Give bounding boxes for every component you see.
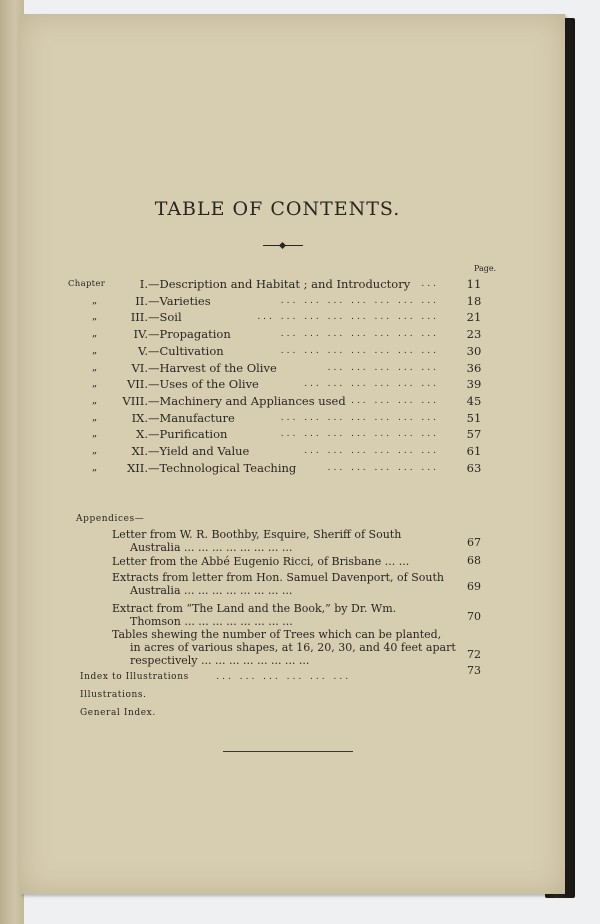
- chapter-page-number: 39: [466, 377, 482, 392]
- book-page: [20, 14, 565, 894]
- ditto-mark: „: [92, 394, 98, 406]
- chapter-row: [20, 393, 565, 409]
- ditto-mark: „: [92, 428, 98, 440]
- chapter-number: X.: [136, 427, 148, 442]
- chapter-title: —Manufacture: [148, 410, 235, 425]
- chapter-page-number: 57: [466, 427, 482, 442]
- chapter-number: VIII.: [122, 393, 148, 408]
- ditto-mark: „: [92, 311, 98, 323]
- dot-leader: ... ... ... ... ... ... ...: [280, 295, 439, 306]
- dot-leader: ... ... ... ...: [351, 395, 439, 406]
- appendix-line: Thomson ... ... ... ... ... ... ... ...: [130, 615, 293, 628]
- page-title: TABLE OF CONTENTS.: [154, 198, 401, 220]
- ditto-mark: „: [92, 378, 98, 390]
- chapter-page-number: 61: [466, 444, 482, 458]
- chapter-number: I.: [139, 277, 148, 291]
- ditto-mark: „: [92, 361, 98, 373]
- chapter-label: Chapter: [68, 279, 106, 289]
- appendices-heading: Appendices—: [76, 514, 145, 524]
- page-column-header: Page.: [474, 264, 497, 273]
- chapter-row: [20, 360, 565, 376]
- chapter-number: IX.: [131, 410, 148, 425]
- chapter-row: [20, 410, 565, 426]
- illustrations-entry: Illustrations.: [80, 690, 147, 700]
- chapter-title: —Harvest of the Olive: [148, 360, 277, 375]
- title-ornament: [263, 243, 303, 248]
- appendix-line: Letter from W. R. Boothby, Esquire, Sheriff of South: [112, 528, 402, 541]
- closing-rule: [223, 751, 353, 752]
- appendix-page-number: 68: [467, 554, 481, 567]
- chapter-title: —Machinery and Appliances used: [148, 393, 346, 408]
- chapter-number: VII.: [126, 377, 148, 392]
- dot-leader: ... ... ... ... ... ... ...: [280, 412, 439, 423]
- general-index-entry: General Index.: [80, 708, 156, 718]
- chapter-row: [20, 460, 565, 476]
- chapter-title: —Yield and Value: [148, 444, 250, 458]
- chapter-title: —Description and Habitat ; and Introductory: [148, 277, 411, 291]
- ditto-mark: „: [92, 445, 98, 456]
- chapter-page-number: 21: [466, 310, 482, 325]
- appendix-line: Australia ... ... ... ... ... ... ... ...: [130, 584, 293, 597]
- ditto-mark: „: [92, 328, 98, 340]
- appendix-page-number: 70: [467, 610, 481, 623]
- chapter-row: [20, 293, 565, 309]
- index-to-illustrations-page: 73: [467, 664, 481, 677]
- chapter-page-number: 51: [466, 410, 482, 425]
- appendix-line: Australia ... ... ... ... ... ... ... ...: [130, 541, 293, 554]
- chapter-title: —Uses of the Olive: [148, 377, 259, 392]
- chapter-title: —Soil: [148, 310, 182, 325]
- chapter-number: XII.: [127, 460, 148, 475]
- dot-leader: ... ... ... ... ...: [327, 462, 439, 473]
- chapter-number: II.: [135, 293, 148, 308]
- chapter-page-number: 11: [466, 277, 482, 291]
- chapter-page-number: 23: [466, 327, 482, 342]
- appendix-page-number: 69: [467, 580, 481, 593]
- appendix-page-number: 72: [467, 648, 481, 661]
- dot-leader: ... ... ... ... ... ...: [304, 379, 439, 390]
- chapter-row: [20, 276, 565, 292]
- appendix-line: in acres of various shapes, at 16, 20, 30, and 40 feet apart: [130, 641, 456, 654]
- dot-leader: ... ... ... ... ... ...: [216, 672, 352, 682]
- chapter-page-number: 63: [466, 460, 482, 475]
- dot-leader: ... ... ... ... ... ... ...: [280, 429, 439, 440]
- chapter-number: XI.: [131, 444, 148, 458]
- ditto-mark: „: [92, 344, 98, 356]
- chapter-title: —Propagation: [148, 327, 231, 342]
- chapter-page-number: 18: [466, 293, 482, 308]
- ditto-mark: „: [92, 411, 98, 423]
- chapter-page-number: 45: [466, 393, 482, 408]
- appendix-line: Extracts from letter from Hon. Samuel Davenport, of South: [112, 571, 444, 584]
- chapter-page-number: 30: [466, 343, 482, 358]
- dot-leader: ... ... ... ... ...: [327, 362, 439, 373]
- chapter-title: —Technological Teaching: [148, 460, 297, 475]
- ditto-mark: „: [92, 294, 98, 306]
- chapter-page-number: 36: [466, 360, 482, 375]
- dot-leader: ...: [421, 279, 439, 289]
- appendix-page-number: 67: [467, 536, 481, 549]
- appendix-line: respectively ... ... ... ... ... ... ... ...: [130, 654, 310, 667]
- chapter-number: V.: [138, 343, 148, 358]
- chapter-row: [20, 443, 565, 459]
- chapter-row: [20, 426, 565, 442]
- chapter-row: [20, 376, 565, 392]
- appendix-line: Extract from “The Land and the Book,” by Dr. Wm.: [112, 602, 397, 615]
- ditto-mark: „: [92, 461, 98, 473]
- chapter-title: —Purification: [148, 427, 228, 442]
- chapter-title: —Varieties: [148, 293, 211, 308]
- dot-leader: ... ... ... ... ... ... ...: [280, 329, 439, 340]
- appendix-line: Letter from the Abbé Eugenio Ricci, of Brisbane ... ...: [112, 555, 410, 568]
- dot-leader: ... ... ... ... ... ...: [304, 446, 439, 456]
- chapter-row: [20, 343, 565, 359]
- chapter-number: VI.: [131, 360, 148, 375]
- appendix-line: Tables shewing the number of Trees which can be planted,: [112, 628, 442, 641]
- index-to-illustrations-label: Index to Illustrations: [80, 672, 189, 682]
- chapter-number: III.: [130, 310, 148, 325]
- chapter-row: [20, 326, 565, 342]
- chapter-row: [20, 309, 565, 325]
- chapter-title: —Cultivation: [148, 343, 224, 358]
- dot-leader: ... ... ... ... ... ... ...: [280, 345, 439, 356]
- dot-leader: ... ... ... ... ... ... ... ...: [257, 312, 439, 323]
- index-to-illustrations: [80, 670, 351, 684]
- chapter-number: IV.: [133, 327, 148, 342]
